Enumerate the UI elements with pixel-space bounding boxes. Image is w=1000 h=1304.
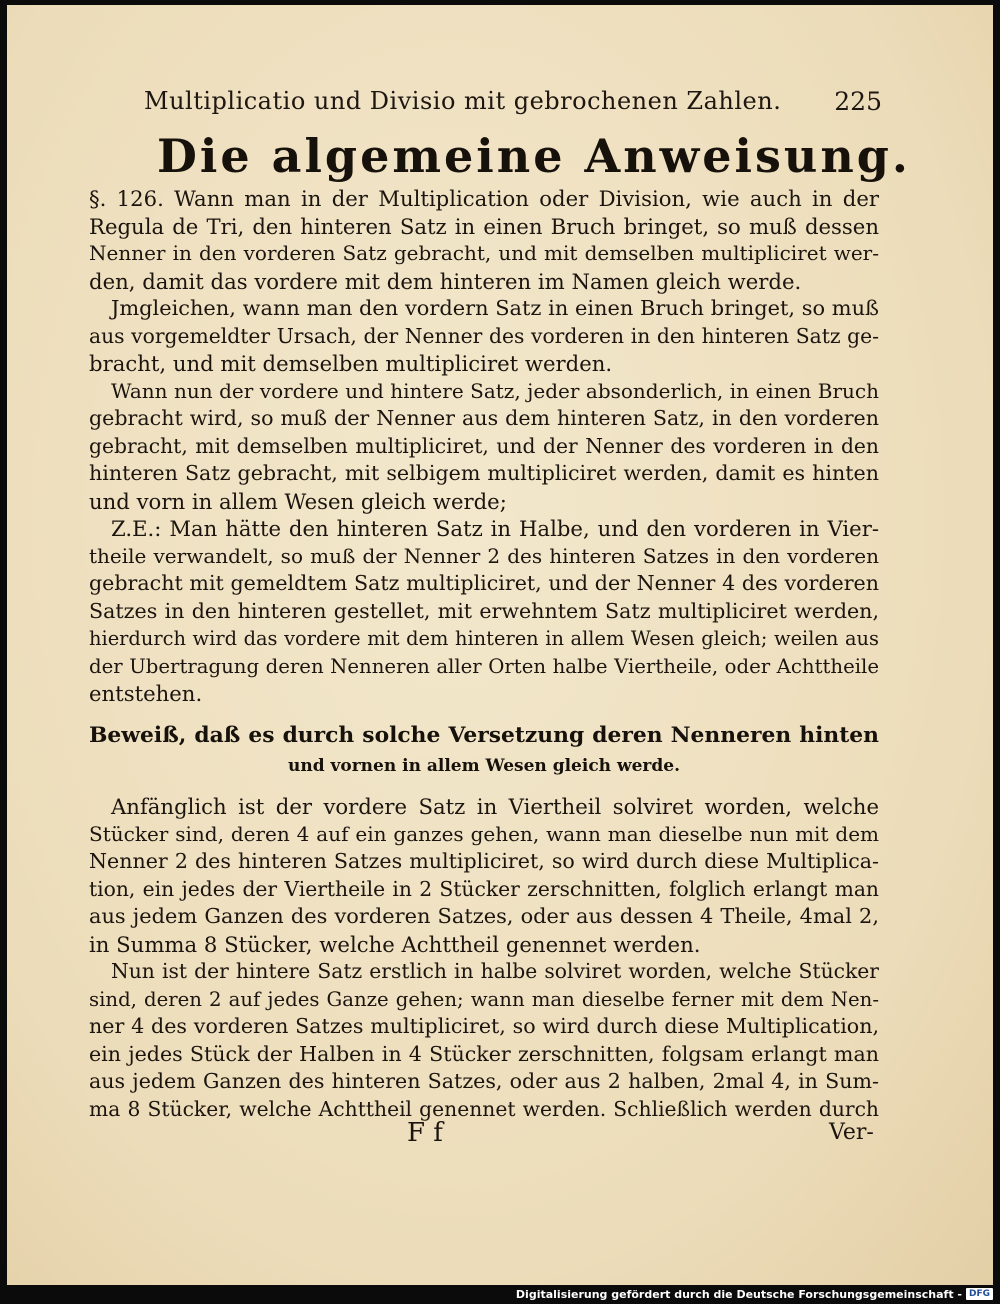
text-line: ner 4 des vorderen Satzes multipliciret, so wird durch diese Multiplication, bbox=[89, 1014, 879, 1038]
text-line: den, damit das vordere mit dem hinteren im Namen gleich werde. bbox=[89, 268, 802, 294]
running-header bbox=[144, 87, 882, 127]
section-2-text bbox=[89, 793, 879, 1123]
text-line: aus vorgemeldter Ursach, der Nenner des vorderen in den hinteren Satz ge- bbox=[89, 323, 879, 348]
text-line: hinteren Satz gebracht, mit selbigem multipliciret werden, damit es hinten bbox=[89, 461, 879, 485]
text-line: Regula de Tri, den hinteren Satz in einen Bruch bringet, so muß dessen bbox=[89, 213, 879, 239]
text-line: Anfänglich ist der vordere Satz in Viertheil solviret worden, welche bbox=[111, 794, 879, 819]
text-line: Nun ist der hintere Satz erstlich in halbe solviret worden, welche Stücker bbox=[111, 959, 879, 983]
catchword: Ver- bbox=[829, 1120, 874, 1145]
text-line: Satzes in den hinteren gestellet, mit erwehntem Satz multipliciret werden, bbox=[89, 598, 879, 623]
text-line: der Ubertragung deren Nenneren aller Orten halbe Viertheile, oder Achttheile bbox=[89, 654, 879, 678]
text-line: Nenner in den vorderen Satz gebracht, und mit demselben multipliciret wer- bbox=[89, 241, 879, 265]
page-number: 225 bbox=[834, 87, 882, 116]
proof-heading bbox=[89, 719, 879, 779]
proof-heading-line-2: und vornen in allem Wesen gleich werde. bbox=[287, 756, 680, 776]
text-line: Nenner 2 des hinteren Satzes multipliciret, so wird durch diese Multiplica- bbox=[89, 849, 879, 873]
text-line: Jmgleichen, wann man den vordern Satz in einen Bruch bringet, so muß bbox=[111, 296, 879, 320]
text-line: aus jedem Ganzen des vorderen Satzes, oder aus dessen 4 Theile, 4mal 2, bbox=[89, 904, 879, 928]
text-line: ma 8 Stücker, welche Achttheil genennet werden. Schließlich werden durch bbox=[89, 1096, 879, 1121]
proof-heading-line-1: Beweiß, daß es durch solche Versetzung deren Nenneren hinten bbox=[89, 723, 879, 748]
text-line: entstehen. bbox=[89, 681, 203, 706]
text-line: Z.E.: Man hätte den hinteren Satz in Halbe, und den vorderen in Vier- bbox=[111, 516, 879, 541]
dfg-logo-icon: DFG bbox=[966, 1288, 993, 1300]
footer-text: Digitalisierung gefördert durch die Deutsche Forschungsgemeinschaft - bbox=[515, 1287, 962, 1301]
text-line: Wann nun der vordere und hintere Satz, jeder absonderlich, in einen Bruch bbox=[111, 378, 879, 403]
text-line: theile verwandelt, so muß der Nenner 2 des hinteren Satzes in den vorderen bbox=[89, 543, 879, 568]
text-line: Stücker sind, deren 4 auf ein ganzes gehen, wann man dieselbe nun mit dem bbox=[89, 821, 879, 846]
text-line: gebracht wird, so muß der Nenner aus dem hinteren Satz, in den vorderen bbox=[89, 406, 879, 430]
text-line: sind, deren 2 auf jedes Ganze gehen; wann man dieselbe ferner mit dem Nen- bbox=[89, 987, 879, 1011]
text-line: ein jedes Stück der Halben in 4 Stücker zerschnitten, folgsam erlangt man bbox=[89, 1041, 879, 1066]
text-line: gebracht mit gemeldtem Satz multipliciret, und der Nenner 4 des vorderen bbox=[89, 571, 879, 595]
text-line: bracht, und mit demselben multipliciret werden. bbox=[89, 351, 613, 376]
text-line: gebracht, mit demselben multipliciret, und der Nenner des vorderen in den bbox=[89, 433, 879, 458]
signature-mark: F f bbox=[407, 1118, 443, 1148]
section-1-text bbox=[89, 185, 879, 708]
text-line: und vorn in allem Wesen gleich werde; bbox=[89, 488, 507, 514]
running-title: Multiplicatio und Divisio mit gebrochenen Zahlen. bbox=[144, 87, 782, 115]
text-line: aus jedem Ganzen des hinteren Satzes, oder aus 2 halben, 2mal 4, in Sum- bbox=[89, 1069, 879, 1093]
footer-credit bbox=[516, 1287, 993, 1301]
section-heading: Die algemeine Anweisung. bbox=[157, 129, 911, 183]
text-line: in Summa 8 Stücker, welche Achttheil genennet werden. bbox=[89, 931, 701, 957]
book-page bbox=[7, 5, 993, 1285]
text-line: tion, ein jedes der Viertheile in 2 Stücker zerschnitten, folglich erlangt man bbox=[89, 876, 879, 901]
text-line: §. 126. Wann man in der Multiplication oder Division, wie auch in der bbox=[89, 186, 879, 211]
text-line: hierdurch wird das vordere mit dem hinteren in allem Wesen gleich; weilen aus bbox=[89, 627, 879, 650]
